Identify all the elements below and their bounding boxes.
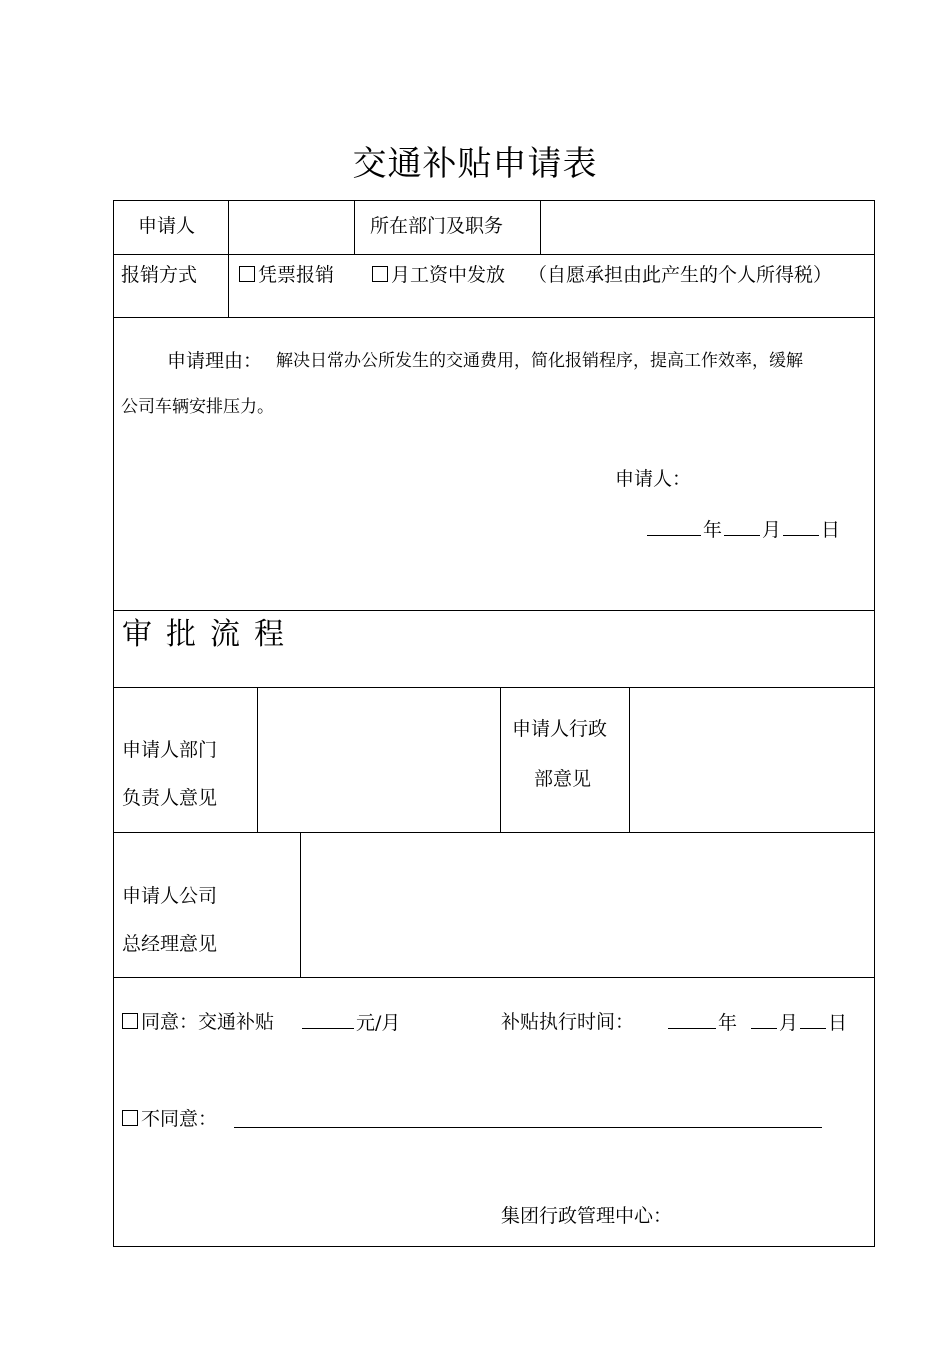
row-divider	[114, 317, 874, 318]
option-receipt-label: 凭票报销	[258, 264, 335, 286]
application-form	[113, 200, 875, 1247]
month-label: 月	[762, 519, 782, 541]
approval-heading: 审批流程	[122, 617, 298, 652]
reimburse-method-label: 报销方式	[121, 264, 198, 286]
exec-date	[666, 1010, 847, 1035]
amount-blank[interactable]	[302, 1010, 354, 1029]
exec-month-label: 月	[779, 1012, 799, 1034]
day-label: 日	[821, 519, 841, 541]
row-divider	[114, 977, 874, 978]
col-divider	[257, 687, 258, 832]
page-title: 交通补贴申请表	[352, 144, 598, 184]
exec-year-label: 年	[718, 1012, 738, 1034]
reason-label: 申请理由：	[167, 350, 263, 372]
option-receipt[interactable]	[239, 263, 334, 287]
col-divider	[228, 201, 229, 317]
applicant-label: 申请人	[138, 215, 196, 237]
agree-label: 同意：交通补贴	[141, 1011, 275, 1033]
option-salary-label: 月工资中发放	[391, 264, 506, 286]
row-divider	[114, 687, 874, 688]
checkbox-agree[interactable]	[122, 1013, 138, 1029]
reason-text-line2: 公司车辆安排压力。	[121, 397, 274, 417]
salary-note: （自愿承担由此产生的个人所得税）	[528, 264, 833, 286]
disagree-reason-line[interactable]	[234, 1127, 822, 1128]
admin-label-line1: 申请人行政	[512, 718, 608, 740]
reason-text-line1: 解决日常办公所发生的交通费用，简化报销程序，提高工作效率，缓解	[276, 351, 803, 371]
col-divider	[354, 201, 355, 254]
col-divider	[629, 687, 630, 832]
dept-position-label: 所在部门及职务	[370, 215, 504, 237]
exec-month-blank[interactable]	[751, 1010, 777, 1029]
exec-day-blank[interactable]	[800, 1010, 826, 1029]
day-blank[interactable]	[783, 517, 819, 536]
signer-label: 申请人：	[615, 468, 692, 490]
month-blank[interactable]	[724, 517, 760, 536]
admin-label-line2: 部意见	[534, 768, 592, 790]
subsidy-amount	[300, 1010, 400, 1035]
col-divider	[540, 201, 541, 254]
gm-label-line1: 申请人公司	[122, 885, 218, 907]
dept-head-label-line2: 负责人意见	[122, 787, 218, 809]
disagree-option[interactable]	[122, 1107, 217, 1131]
checkbox-receipt[interactable]	[239, 266, 255, 282]
option-salary[interactable]	[372, 263, 505, 287]
checkbox-disagree[interactable]	[122, 1110, 138, 1126]
checkbox-salary[interactable]	[372, 266, 388, 282]
row-divider	[114, 610, 874, 611]
admin-center-label: 集团行政管理中心：	[501, 1205, 673, 1227]
row-divider	[114, 832, 874, 833]
apply-date	[645, 517, 840, 542]
col-divider	[300, 832, 301, 977]
dept-head-label-line1: 申请人部门	[122, 739, 218, 761]
exec-time-label: 补贴执行时间：	[501, 1011, 635, 1033]
gm-label-line2: 总经理意见	[122, 933, 218, 955]
disagree-label: 不同意：	[141, 1108, 218, 1130]
exec-year-blank[interactable]	[668, 1010, 716, 1029]
exec-day-label: 日	[828, 1012, 848, 1034]
col-divider	[500, 687, 501, 832]
agree-option[interactable]	[122, 1010, 274, 1034]
year-blank[interactable]	[647, 517, 701, 536]
unit-label: 元/月	[356, 1012, 401, 1034]
year-label: 年	[703, 519, 723, 541]
